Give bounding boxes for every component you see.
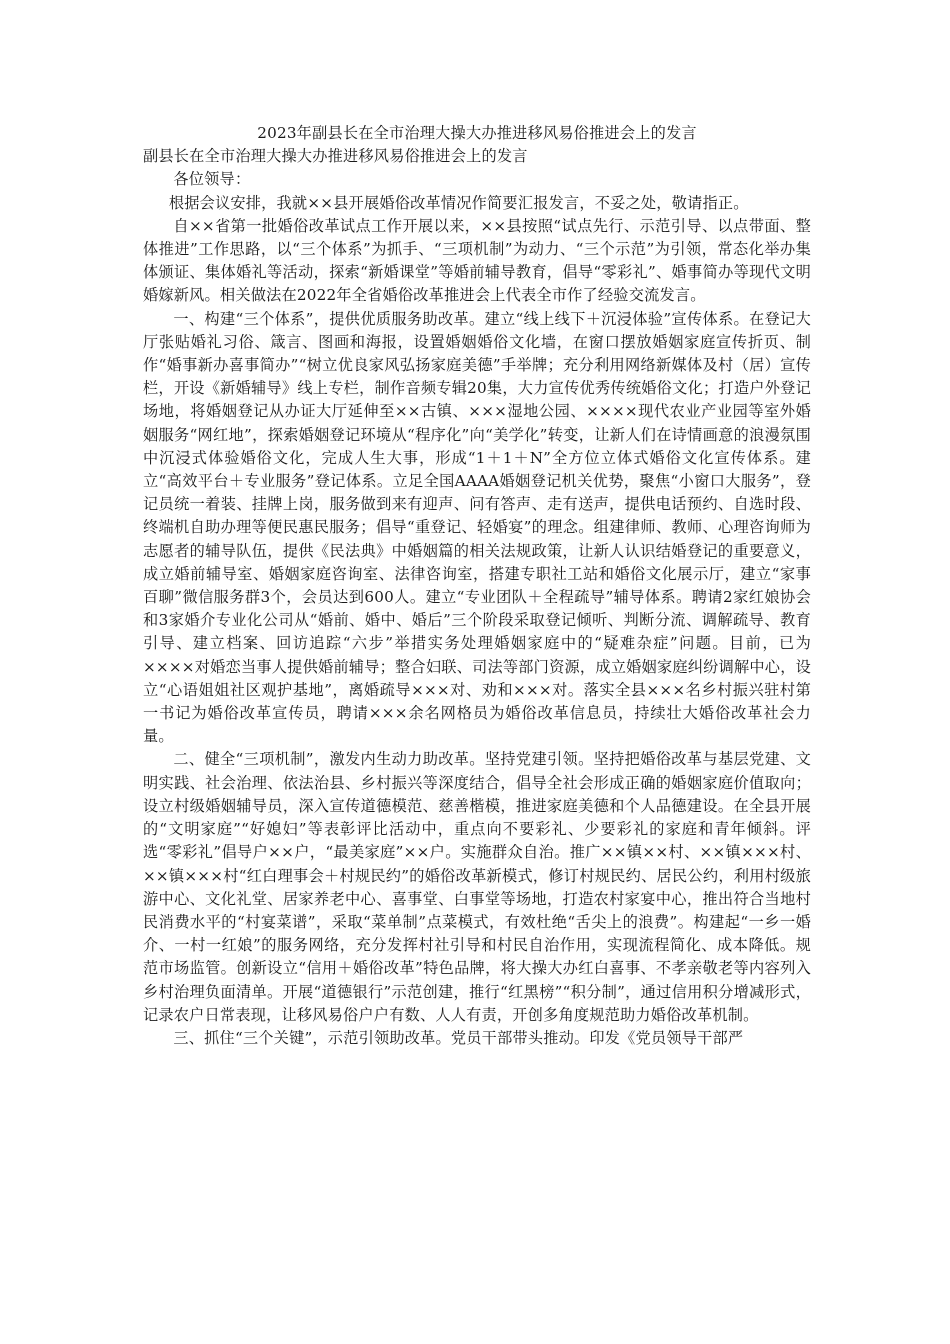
paragraph-section-two: 二、健全“三项机制”，激发内生动力助改革。坚持党建引领。坚持把婚俗改革与基层党建、文明实践、社会治理、依法治县、乡村振兴等深度结合，倡导全社会形成正确的婚姻家庭价值取向；设立村级婚姻辅导员，深入宣传道德模范、慈善楷模，推进家庭美德和个人品德建设。在全县开展的“文明家庭”“好媳妇”等表彰评比活动中，重点向不要彩礼、少要彩礼的家庭和青年倾斜。评选“零彩礼”倡导户××户，“最美家庭”××户。实施群众自治。推广××镇××村、××镇×××村、××镇×××村“红白理事会＋村规民约”的婚俗改革新模式，修订村规民约、居民公约，利用村级旅游中心、文化礼堂、居家养老中心、喜事堂、白事堂等场地，打造农村家宴中心，推出符合当地村民消费水平的“村宴菜谱”，采取“菜单制”点菜模式，有效杜绝“舌尖上的浪费”。构建起“一乡一婚介、一村一红娘”的服务网络，充分发挥村社引导和村民自治作用，实现流程简化、成本降低。规范市场监管。创新设立“信用＋婚俗改革”特色品牌，将大操大办红白喜事、不孝亲敬老等内容列入乡村治理负面清单。开展“道德银行”示范创建，推行“红黑榜”“积分制”，通过信用积分增减形式，记录农户日常表现，让移风易俗户户有数、人人有责，开创多角度规范助力婚俗改革机制。 [143,750,811,1024]
paragraph-background: 自××省第一批婚俗改革试点工作开展以来，××县按照“试点先行、示范引导、以点带面、整体推进”工作思路，以“三个体系”为抓手、“三项机制”为动力、“三个示范”为引领，常态化举办集体颁证、集体婚礼等活动，探索“新婚课堂”等婚前辅导教育，倡导“零彩礼”、婚事简办等现代文明婚嫁新风。相关做法在2022年全省婚俗改革推进会上代表全市作了经验交流发言。 [143,216,811,305]
document-title: 2023年副县长在全市治理大操大办推进移风易俗推进会上的发言 [257,124,697,142]
document-subtitle: 副县长在全市治理大操大办推进移风易俗推进会上的发言 [143,147,528,166]
paragraph-section-three: 三、抓住“三个关键”，示范引领助改革。党员干部带头推动。印发《党员领导干部严 [173,1028,744,1047]
paragraph-section-one: 一、构建“三个体系”，提供优质服务助改革。建立“线上线下＋沉浸体验”宣传体系。在登记大厅张贴婚礼习俗、箴言、图画和海报，设置婚姻婚俗文化墙，在窗口摆放婚姻家庭宣传折页、制作“婚事新办喜事简办”“树立优良家风弘扬家庭美德”手举牌；充分利用网络新媒体及村（居）宣传栏，开设《新婚辅导》线上专栏，制作音频专辑20集，大力宣传优秀传统婚俗文化；打造户外登记场地，将婚姻登记从办证大厅延伸至××古镇、×××湿地公园、××××现代农业产业园等室外婚姻服务“网红地”，探索婚姻登记环境从“程序化”向“美学化”转变，让新人们在诗情画意的浪漫氛围中沉浸式体验婚俗文化，完成人生大事，形成“1＋1＋N”全方位立体式婚俗文化宣传体系。建立“高效平台＋专业服务”登记体系。立足全国AAAA婚姻登记机关优势，聚焦“小窗口大服务”，登记员统一着装、挂牌上岗，服务做到来有迎声、问有答声、走有送声，提供电话预约、自选时段、终端机自助办理等便民惠民服务；倡导“重登记、轻婚宴”的理念。组建律师、教师、心理咨询师为志愿者的辅导队伍，提供《民法典》中婚姻篇的相关法规政策，让新人认识结婚登记的重要意义，成立婚前辅导室、婚姻家庭咨询室、法律咨询室，搭建专职社工站和婚俗文化展示厅，建立“家事百聊”微信服务群3个，会员达到600人。建立“专业团队＋全程疏导”辅导体系。聘请2家红娘协会和3家婚介专业化公司从“婚前、婚中、婚后”三个阶段采取登记倾听、判断分流、调解疏导、教育引导、建立档案、回访追踪“六步”举措实务处理婚姻家庭中的“疑难杂症”问题。目前，已为××××对婚恋当事人提供婚前辅导；整合妇联、司法等部门资源，成立婚姻家庭纠纷调解中心，设立“心语姐姐社区观护基地”，离婚疏导×××对、劝和×××对。落实全县×××名乡村振兴驻村第一书记为婚俗改革宣传员，聘请×××余名网格员为婚俗改革信息员，持续壮大婚俗改革社会力量。 [143,309,811,746]
paragraph-intro: 根据会议安排，我就××县开展婚俗改革情况作简要汇报发言，不妥之处，敬请指正。 [168,193,749,212]
greeting: 各位领导： [173,170,251,189]
document-page [143,122,811,1050]
